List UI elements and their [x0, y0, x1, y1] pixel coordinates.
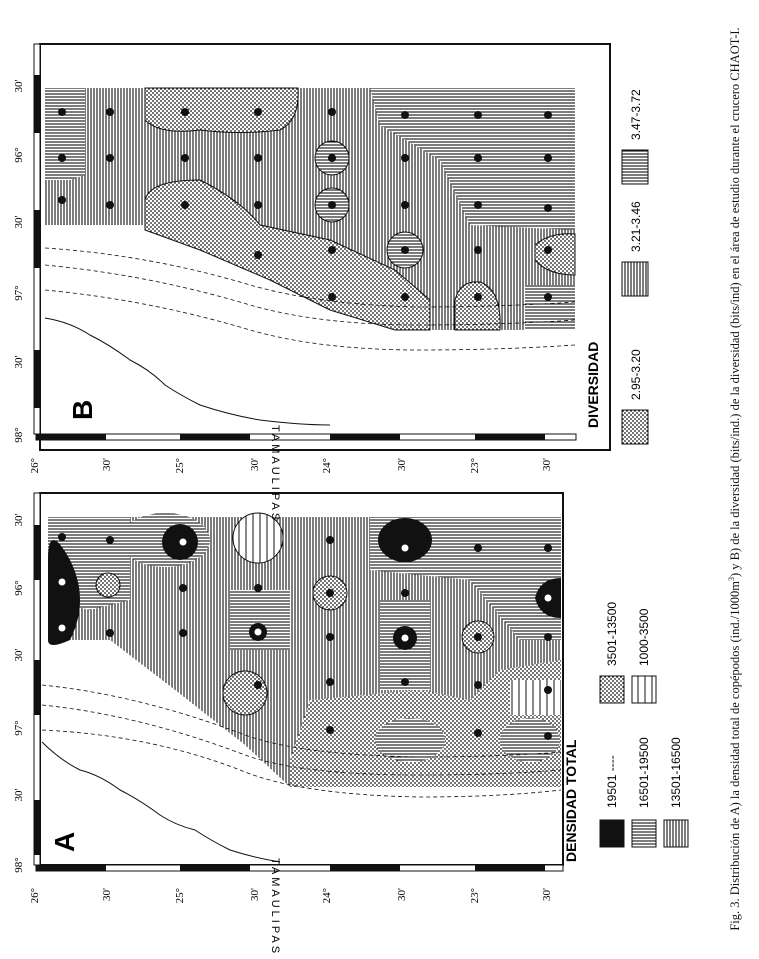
legend-label: 1000-3500: [637, 608, 651, 666]
lat-label: 30': [249, 888, 261, 901]
legend-swatch: [632, 676, 656, 703]
lat-label: 24°: [321, 888, 333, 904]
legend-label: 3.47-3.72: [629, 89, 643, 140]
caption-superscript: 3: [726, 577, 736, 582]
map-a-lat-labels: [29, 888, 553, 903]
legend-label: 13501-16500: [669, 737, 683, 808]
lat-label: 30': [541, 458, 553, 471]
legend-swatch: [600, 676, 624, 703]
lat-label: 24°: [321, 458, 333, 474]
lon-label: 30': [13, 355, 25, 369]
map-b-lon-labels: [13, 79, 25, 442]
lon-label: 30': [13, 513, 25, 527]
legend-label: 3501-13500: [605, 601, 619, 666]
legend-swatch: [622, 410, 648, 444]
caption-text-2: ) y B) de la diversidad (bits/ind.) de la diversidad (bits/ind) en el área de estudio durante el crucero CHAOT-I.: [728, 27, 743, 578]
lat-label: 26°: [29, 458, 41, 474]
lon-label: 30': [13, 215, 25, 229]
map-a-legend: [600, 602, 688, 847]
lat-label: 30': [396, 888, 408, 901]
lon-label: 30': [13, 788, 25, 802]
lon-label: 98°: [13, 427, 25, 443]
map-a-title: DENSIDAD TOTAL: [563, 739, 579, 862]
legend-swatch: [600, 820, 624, 847]
map-a-density: [40, 493, 563, 865]
lat-label: 26°: [29, 888, 41, 904]
lat-label: 23°: [469, 458, 481, 474]
lon-label: 98°: [13, 857, 25, 873]
lat-label: 25°: [174, 458, 186, 474]
lat-label: 30': [396, 458, 408, 471]
lon-label: 96°: [13, 147, 25, 163]
map-b-title: DIVERSIDAD: [585, 341, 601, 428]
legend-label: 19501 ----: [605, 755, 619, 808]
map-a-lon-labels: [13, 513, 25, 872]
lon-label: 96°: [13, 580, 25, 596]
figure-caption: [727, 27, 743, 930]
legend-label: 3.21-3.46: [629, 201, 643, 252]
legend-label: 16501-19500: [637, 737, 651, 808]
map-b-region-label: TAMAULIPAS: [269, 425, 281, 524]
lat-label: 30': [541, 888, 553, 901]
map-b-panel-label: B: [67, 399, 98, 420]
legend-swatch: [632, 820, 656, 847]
map-b-legend: [622, 89, 648, 444]
caption-text-1: Fig. 3. Distribución de A) la densidad total de copépodos (ind./1000m: [728, 581, 743, 931]
legend-swatch: [622, 150, 648, 184]
lon-label: 30': [13, 79, 25, 93]
legend-label: 2.95-3.20: [629, 349, 643, 400]
map-b-diversity: [40, 44, 610, 450]
lat-label: 30': [101, 888, 113, 901]
lat-label: 30': [101, 458, 113, 471]
lat-label: 23°: [469, 888, 481, 904]
lon-label: 97°: [13, 285, 25, 301]
map-b-lat-labels: [29, 458, 553, 473]
lat-label: 30': [249, 458, 261, 471]
legend-swatch: [664, 820, 688, 847]
lon-label: 30': [13, 648, 25, 662]
lat-label: 25°: [174, 888, 186, 904]
lon-label: 97°: [13, 720, 25, 736]
legend-swatch: [622, 262, 648, 296]
map-a-region-label: TAMAULIPAS: [269, 858, 281, 957]
map-a-panel-label: A: [49, 831, 80, 852]
